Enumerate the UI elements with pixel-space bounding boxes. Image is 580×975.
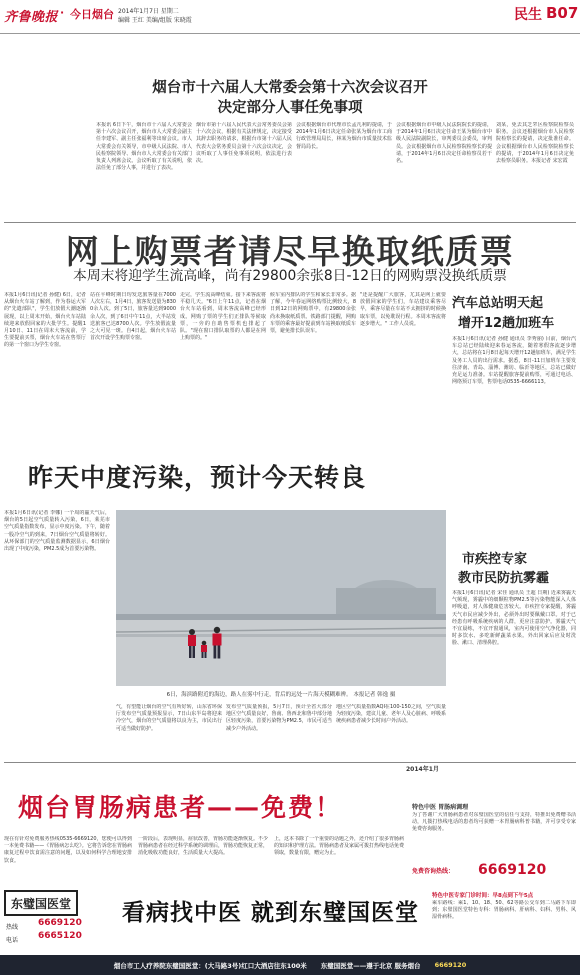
article1-headline: 烟台市十六届人大常委会第十六次会议召开 [152, 79, 428, 96]
section-divider [4, 762, 576, 763]
ad-column: 上，这本书除了一个重要的话题之外，还介绍了很多胃肠病的知识和护理方法。胃肠病患者及家属可拨打热线电话免费领取，数量有限，赠完为止。 [274, 836, 404, 857]
section-name: 民生 [514, 7, 542, 23]
article1-column: 会议根据烟台市代理市长孟凡利的提请，于2014年1月6日决定任命张某为烟台市工商行政管理局局长，林某为烟台市质量技术监督局局长。 [296, 122, 392, 150]
article2-column: "还是提醒广大旅客，尤其是网上就要放假回家的学生们，车站建议乘客尽早，乘客尽量在车站不太拥挤的时候换取车票，以免耽误行程。本周末客流将逐步增大。" 工作人员说。 [360, 292, 446, 327]
banner-footer-bar [0, 955, 580, 975]
article3-column: 气，有望能让烟台的空气有所好转，山东省环保厅发布空气质量预报显示，7日山东半岛将迎来冷空气，烟台的空气质量将以良为主，市民出行可适当做好防护。 [116, 704, 222, 732]
article2-subheadline: 本周末将迎学生流高峰，尚有29800余张8日-12日的网购票没换纸质票 [73, 268, 507, 284]
banner-phone-label: 电话 [6, 937, 19, 944]
newspaper-logo: 齐鲁晚报 [4, 10, 59, 25]
banner-phone: 6665120 [38, 931, 82, 941]
article1-column: 刘某，免去其芝罘区检察院检察员职务。会议还根据烟台市人民检察院检察长的提请，决定批准任命。会议根据烟台市人民检察院检察长的提请，于2014年1月6日决定免去检察员职务。本报记者 宋宏霞 [496, 122, 574, 165]
photo-illustration [116, 510, 446, 686]
ad-column: 一阶段后，表现明显，症状改善，胃肠功能逐渐恢复。不少胃肠病患者在经过科学系统的调理后，胃肠功能恢复正常，消化吸收功能良好，生活质量大大提高。 [138, 836, 268, 857]
ad-right-body: 为了答谢广大胃肠病患者对东璧国医堂的信任与支持，特推出免费赠书活动，凡拨打热线电话的患者均可获赠一本胃肠病科普书籍，并可享受专家免费咨询服务。 [412, 812, 576, 833]
article3-column: 本报1月6日讯(记者 李娜) 一个周的霾天气后，烟台的5日起空气质量转入污染，6日，莱芜市空气质量指数发布，显示中度污染。下午，随着一股冷空气的到来，7日烟台空气质量将转好。从环保部门的空气质量监测数据显示，6日烟台出现了中度污染，PM2.5成为首要污染物。 [4, 510, 110, 553]
article2-headline: 网上购票者请尽早换取纸质票 [65, 232, 515, 271]
sub-brand: 今日烟台 [70, 8, 114, 21]
ad-hotline: 6669120 [478, 862, 547, 878]
ad-headline: 烟台胃肠病患者——免费！ [18, 793, 343, 822]
ad-issue-number: 2014年1月 [406, 766, 439, 773]
page-number: B07 [546, 4, 579, 22]
side2-headline: 市疾控专家 [462, 552, 528, 567]
article2-column: 走完，学生流高峰结束。接下来客流将平稳几天。"6日上午11点，记者在烟台火车站看到，周末客流高峰已经形成。网购了票的学生们正排队等候取票，一旁的自助售票机也排起了队。"现在窗口排队取票的人都是在网上购票的。" [180, 292, 266, 342]
clinic-tagline: 东璧国医堂——遵于北京 服务烟台 [320, 961, 421, 970]
banner-route-info: 乘车路线：乘1、10、18、50、62等路公交车到二马路下车即到；东璧国医堂特色专科：胃肠病科、肝病科、妇科、男科、风湿骨病科。 [432, 900, 576, 921]
side1-body: 本报1月6日讯(记者 孙健 通讯员 李秀丽) 目前，烟台汽车总站已经陆续迎来春运客流，随着寒假客流逐步增大，总站将在1月8日起每天增开12趟加班车，满足学生及务工人员的出行需求。据悉，8日-11日加班车主要发往济南、青岛、淄博、潍坊、临沂等地区，总站已做好充足运力准备。车站提醒旅客提前购票，可通过电话、网络预订车票，售票电话0535-6666113。 [452, 336, 576, 386]
article1-column: 烟台市第十六届人民代表大会常务委员会第十六次会议，根据有关法律规定，决定接受其辞去职务的请求，根据台市第十六届人民代表大会常务委员会第十六次会议决定，会议听取了人事任免事项说明，依法进行表决。 [196, 122, 292, 165]
article1-headline-line2: 决定部分人事任免事项 [217, 99, 363, 116]
banner-slogan: 看病找中医 就到东璧国医堂 [122, 900, 420, 926]
section-divider [4, 222, 576, 223]
article2-column: 站在平峰时期日均发送旅客量在7000人次左右，1月4日，旅客发送量为8300余人次。到了5日，旅客量达到9000余人次，到了6日中午11点，大半站发送旅客已达8700人次。学生放假流量之大可见一斑。自4日起，烟台火车站首次开设学生购票专窗。 [90, 292, 176, 342]
smog-photo [116, 510, 446, 686]
article3-column: 地区空气质量指数AQI在100-150之间，空气质量为轻度污染，建议儿童、老年人及心脏病、呼吸系统疾病患者减少长时间户外活动。 [336, 704, 446, 725]
ad-column: 现在有针对免费服务热线0535-6669120，您便可以得到一本免费书籍——《胃肠病怎么吃》。它将告诉您在胃肠病康复过程中饮食需注意的问题，以及如何科学合理地安排饮食。 [4, 836, 132, 864]
banner-phone-label: 热线 [6, 924, 19, 931]
article3-column: 发布空气质量预报，5月7日，预计全省大部分地区空气质量良好，鲁南、鲁西北和鲁中部分地区轻度污染，首要污染物为PM2.5，市民可适当减少户外活动。 [226, 704, 332, 732]
ad-right-title: 特色中医 胃肠病调理 [412, 804, 469, 811]
photo-caption: 6日，海滨路附近的海边，路人在雾中行走，背后的远处一片海天模糊难辨。 本报记者 韩逸 摄 [166, 692, 396, 698]
footer-phone: 6669120 [434, 961, 467, 969]
article2-column: 本报1月6日讯(记者 孙健) 6日，记者从烟台火车站了解到，作为春运大军的"先遣部队"，学生们放假大潮逐渐展现，以上周末开始，烟台火车站陆续迎来放假回家的大批学生。提醒1月10日、11日在周末大客流前，学生要提前买票，烟台火车站在售票厅的第一个窗口为学生专窗。 [4, 292, 86, 349]
side1-headline-line2: 增开12趟加班车 [458, 316, 555, 331]
article1-column: 本报讯 6日下午，烟台市十六届人大常委会第十六次会议召开，烟台市人大常委会副主任李建军、副主任张福利等出席会议。市人大常委会有关领导，市中级人民法院、市人民检察院领导、烟台市人大常委会有关部门负责人列席会议。会议听取了有关说明，依法任免了部分人事，并进行了表决。 [96, 122, 192, 172]
article2-column: 候车室内排队的学生和家长非常多。据了解，今年春运网络购票比例较大，8日到12日的网购票中，有29800余张尚未换取纸质票。铁路部门提醒，网购车票的乘客最好提前到车站换取纸质车票，避免排长队误车。 [270, 292, 356, 335]
clinic-address: 烟台市工人疗养院东璧国医堂：(大马路3号)红口大酒店往东100米 [113, 961, 307, 970]
article1-column: 会议根据烟台市中级人民法院院长的提请，于2014年1月6日决定任命王某为烟台市中级人民法院副院长，审判委员会委员，审判员。会议根据烟台市人民检察院检察长的提请，于2014年1月6日决定任命检察员若干名。 [396, 122, 492, 165]
side2-body: 本报1月6日讯(记者 宋佳 通讯员 王超 日期) 近来雾霾天气频现，雾霾中的细颗粒物PM2.5等污染物能深入人体呼吸道，对人体健康危害较大。市疾控专家提醒，雾霾天气市民应减少外出，必须外出时要佩戴口罩。对于已经患有呼吸系统疾病的人群，更应注意防护。雾霾天气不宜晨练，不宜开窗通风，室内可使用空气净化器，同时多饮水、多吃新鲜蔬菜水果。外出回家后应及时洗脸、漱口、清理鼻腔。 [452, 590, 576, 647]
article3-headline: 昨天中度污染，预计今天转良 [28, 463, 367, 492]
side2-headline-line2: 教市民防抗雾霾 [458, 571, 550, 586]
ad-hotline-label: 免费咨询热线： [412, 868, 455, 875]
editors-credit: 编辑 王红 美编/组版 宋晓霞 [118, 17, 192, 24]
logo-separator: · [60, 6, 65, 19]
banner-phone: 6669120 [38, 918, 82, 928]
side1-headline: 汽车总站明天起 [452, 296, 544, 311]
issue-date: 2014年1月7日 星期二 [118, 8, 179, 15]
banner-hours-title: 特色中医专家门诊时间：早8点到下午5点 [432, 893, 534, 899]
clinic-logo: 东璧国医堂 [4, 890, 78, 916]
